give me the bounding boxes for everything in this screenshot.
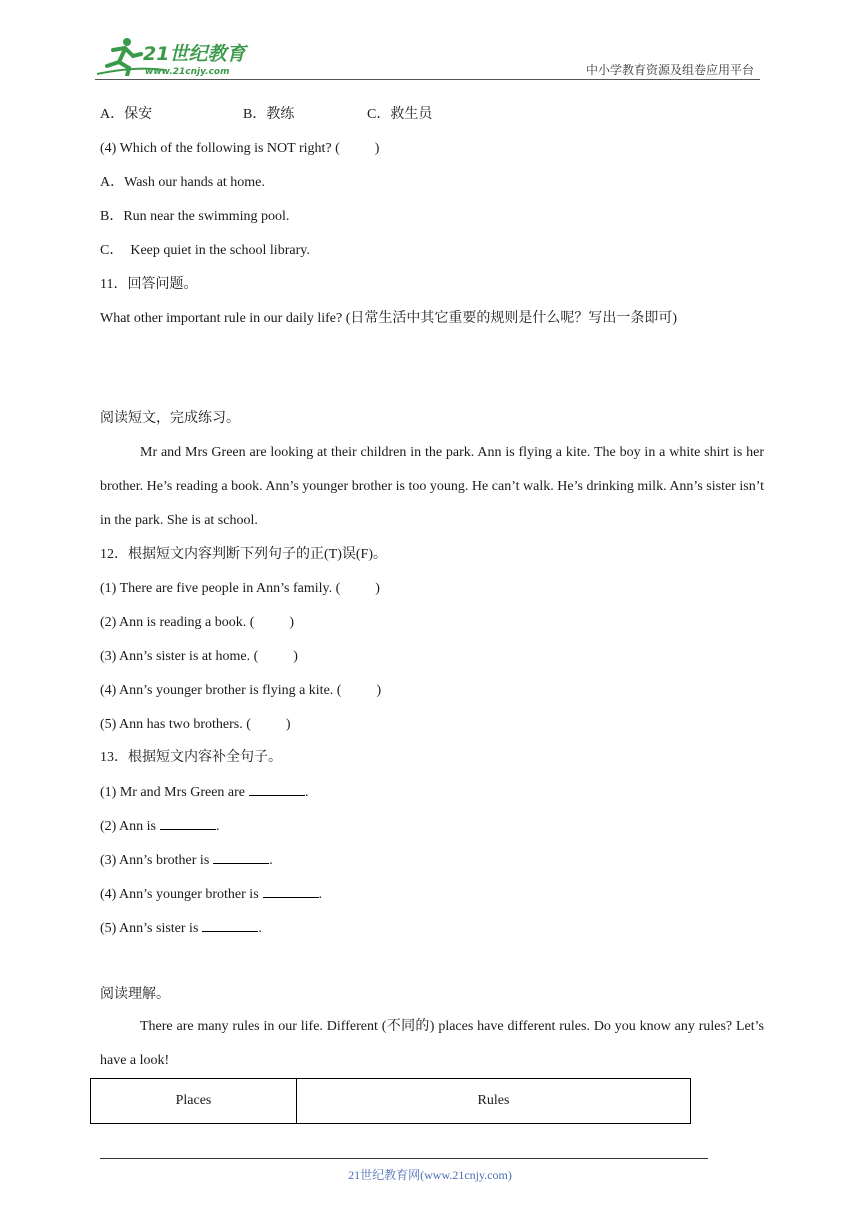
q12-item: (3) Ann’s sister is at home. ( ) bbox=[100, 649, 298, 664]
passage2-heading: 阅读理解。 bbox=[100, 987, 170, 1002]
table-header-places: Places bbox=[91, 1079, 297, 1124]
passage2-text bbox=[100, 1010, 764, 1078]
q10-sub4-a: A．Wash our hands at home. bbox=[100, 175, 265, 190]
platform-name: 中小学教育资源及组卷应用平台 bbox=[585, 63, 754, 77]
table-row bbox=[91, 1079, 691, 1124]
q11-question: What other important rule in our daily life? (日常生活中其它重要的规则是什么呢？写出一条即可) bbox=[100, 311, 678, 326]
q10-option-a: A．保安 bbox=[100, 107, 153, 122]
q12-title: 12．根据短文内容判断下列句子的正(T)误(F)。 bbox=[100, 547, 387, 562]
q10-sub4: (4) Which of the following is NOT right? ( ) bbox=[100, 141, 380, 156]
answer-blank[interactable] bbox=[202, 919, 258, 932]
q12-item: (5) Ann has two brothers. ( ) bbox=[100, 717, 291, 732]
page-header bbox=[95, 32, 760, 80]
logo-url: www.21cnjy.com bbox=[145, 67, 230, 76]
q13-item: (3) Ann’s brother is . bbox=[100, 853, 273, 868]
q13-item: (5) Ann’s sister is . bbox=[100, 921, 262, 936]
q13-item-text: (5) Ann’s sister is bbox=[100, 921, 199, 936]
logo-text: 21世纪教育 bbox=[143, 43, 246, 65]
logo bbox=[95, 36, 260, 76]
passage1-body: Mr and Mrs Green are looking at their children in the park. Ann is flying a kite. The boy in a white shirt is her brother. He’s reading a book. Ann’s younger brother is too young. He can’t walk. He’s drinking milk. Ann’s sister isn’t in the park. She is at school. bbox=[100, 445, 764, 528]
q10-sub4-c: C． Keep quiet in the school library. bbox=[100, 243, 310, 258]
passage2-body: There are many rules in our life. Different (不同的) places have different rules. Do you know any rules? Let’s have a look! bbox=[100, 1019, 764, 1068]
q10-option-b: B．教练 bbox=[243, 107, 295, 122]
q13-item: (4) Ann’s younger brother is . bbox=[100, 887, 323, 902]
answer-blank[interactable] bbox=[160, 817, 216, 830]
q10-option-c: C．救生员 bbox=[367, 107, 433, 122]
q13-item-text: (3) Ann’s brother is bbox=[100, 853, 210, 868]
q12-item: (2) Ann is reading a book. ( ) bbox=[100, 615, 295, 630]
table-header-rules: Rules bbox=[297, 1079, 691, 1124]
q13-title: 13．根据短文内容补全句子。 bbox=[100, 750, 282, 765]
rules-table bbox=[90, 1078, 691, 1124]
footer-divider bbox=[100, 1158, 708, 1159]
q12-item: (1) There are five people in Ann’s family. ( ) bbox=[100, 581, 380, 596]
passage1-text bbox=[100, 436, 764, 538]
answer-blank[interactable] bbox=[263, 885, 319, 898]
footer-text: 21世纪教育网(www.21cnjy.com) bbox=[348, 1168, 512, 1182]
q11-title: 11．回答问题。 bbox=[100, 277, 198, 292]
q13-item-text: (2) Ann is bbox=[100, 819, 156, 834]
q13-item: (2) Ann is . bbox=[100, 819, 220, 834]
q10-sub4-b: B．Run near the swimming pool. bbox=[100, 209, 290, 224]
q13-item: (1) Mr and Mrs Green are . bbox=[100, 785, 309, 800]
answer-blank[interactable] bbox=[249, 783, 305, 796]
q12-item: (4) Ann’s younger brother is flying a kite. ( ) bbox=[100, 683, 382, 698]
answer-blank[interactable] bbox=[213, 851, 269, 864]
q13-item-text: (4) Ann’s younger brother is bbox=[100, 887, 259, 902]
passage1-heading: 阅读短文，完成练习。 bbox=[100, 411, 240, 426]
header-divider bbox=[95, 79, 760, 80]
q13-item-text: (1) Mr and Mrs Green are bbox=[100, 785, 245, 800]
